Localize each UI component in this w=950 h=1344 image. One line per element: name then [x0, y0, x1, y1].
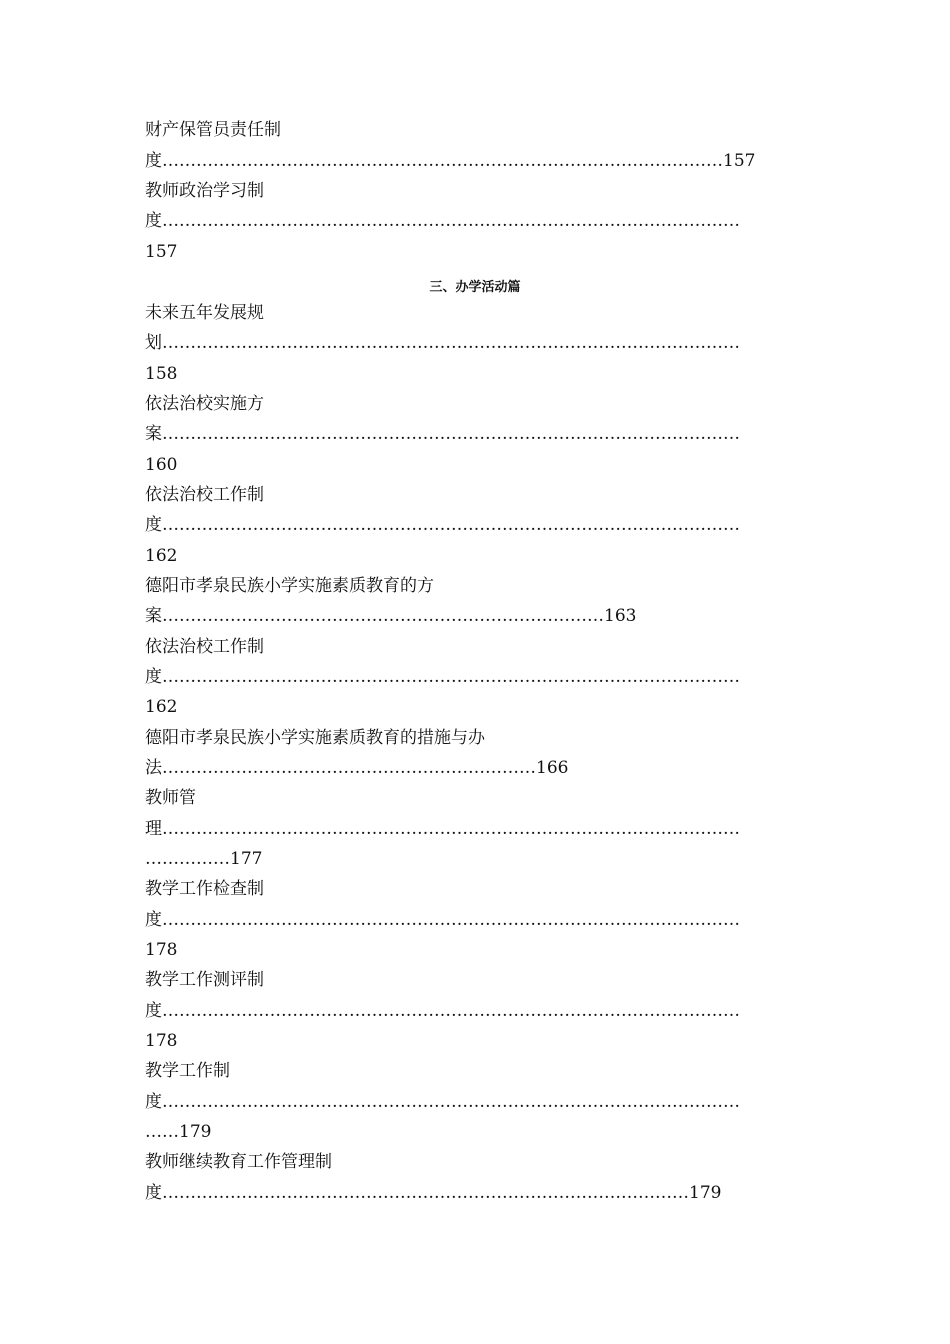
toc-entry-page: 178 — [145, 940, 178, 960]
toc-entry-page: 178 — [145, 1031, 178, 1051]
toc-entry-title: 依法治校工作制 — [145, 637, 264, 657]
toc-entry-title: 依法治校工作制 — [145, 485, 264, 505]
toc-entry-page: 157 — [145, 242, 178, 262]
section-heading: 三、办学活动篇 — [429, 280, 521, 295]
toc-entry-title: 教学工作制 — [145, 1061, 230, 1081]
toc-entry-leader: 度………………………………………………………………………………………… — [145, 667, 740, 687]
toc-entry-page: 160 — [145, 455, 178, 475]
toc-entry-leader: 度………………………………………………………………………………………… — [145, 910, 740, 930]
toc-entry-title: 教学工作检查制 — [145, 879, 264, 899]
toc-entry-title: 德阳市孝泉民族小学实施素质教育的措施与办 — [145, 728, 485, 748]
toc-entry-leader: 案……………………………………………………………………163 — [145, 606, 637, 626]
toc-entry-title: 德阳市孝泉民族小学实施素质教育的方 — [145, 576, 434, 596]
toc-entry-title: 教师政治学习制 — [145, 181, 264, 201]
toc-entry-title: 依法治校实施方 — [145, 394, 264, 414]
toc-entry-page: 162 — [145, 546, 178, 566]
toc-entry-leader: 度………………………………………………………………………………………… — [145, 1001, 740, 1021]
toc-entry-page: 162 — [145, 697, 178, 717]
toc-entry-leader: 理………………………………………………………………………………………… — [145, 819, 740, 839]
toc-entry-leader: 度………………………………………………………………………………………… — [145, 515, 740, 535]
toc-entry-leader: 案………………………………………………………………………………………… — [145, 424, 740, 444]
toc-entry-title: 教师继续教育工作管理制 — [145, 1152, 332, 1172]
toc-entry-title: 未来五年发展规 — [145, 303, 264, 323]
toc-entry-title: 教师管 — [145, 788, 196, 808]
toc-entry-leader: 度………………………………………………………………………………………… — [145, 1092, 740, 1112]
toc-entry-title: 财产保管员责任制 — [145, 120, 281, 140]
toc-entry-leader: 度…………………………………………………………………………………179 — [145, 1183, 722, 1203]
toc-entry-leader: ……………177 — [145, 849, 263, 869]
toc-entry-page: 158 — [145, 364, 178, 384]
toc-entry-leader: 度………………………………………………………………………………………157 — [145, 151, 756, 171]
toc-entry-leader: 法…………………………………………………………166 — [145, 758, 569, 778]
toc-entry-title: 教学工作测评制 — [145, 970, 264, 990]
toc-entry-leader: 度………………………………………………………………………………………… — [145, 211, 740, 231]
toc-entry-leader: ……179 — [145, 1122, 212, 1142]
toc-entry-leader: 划………………………………………………………………………………………… — [145, 333, 740, 353]
